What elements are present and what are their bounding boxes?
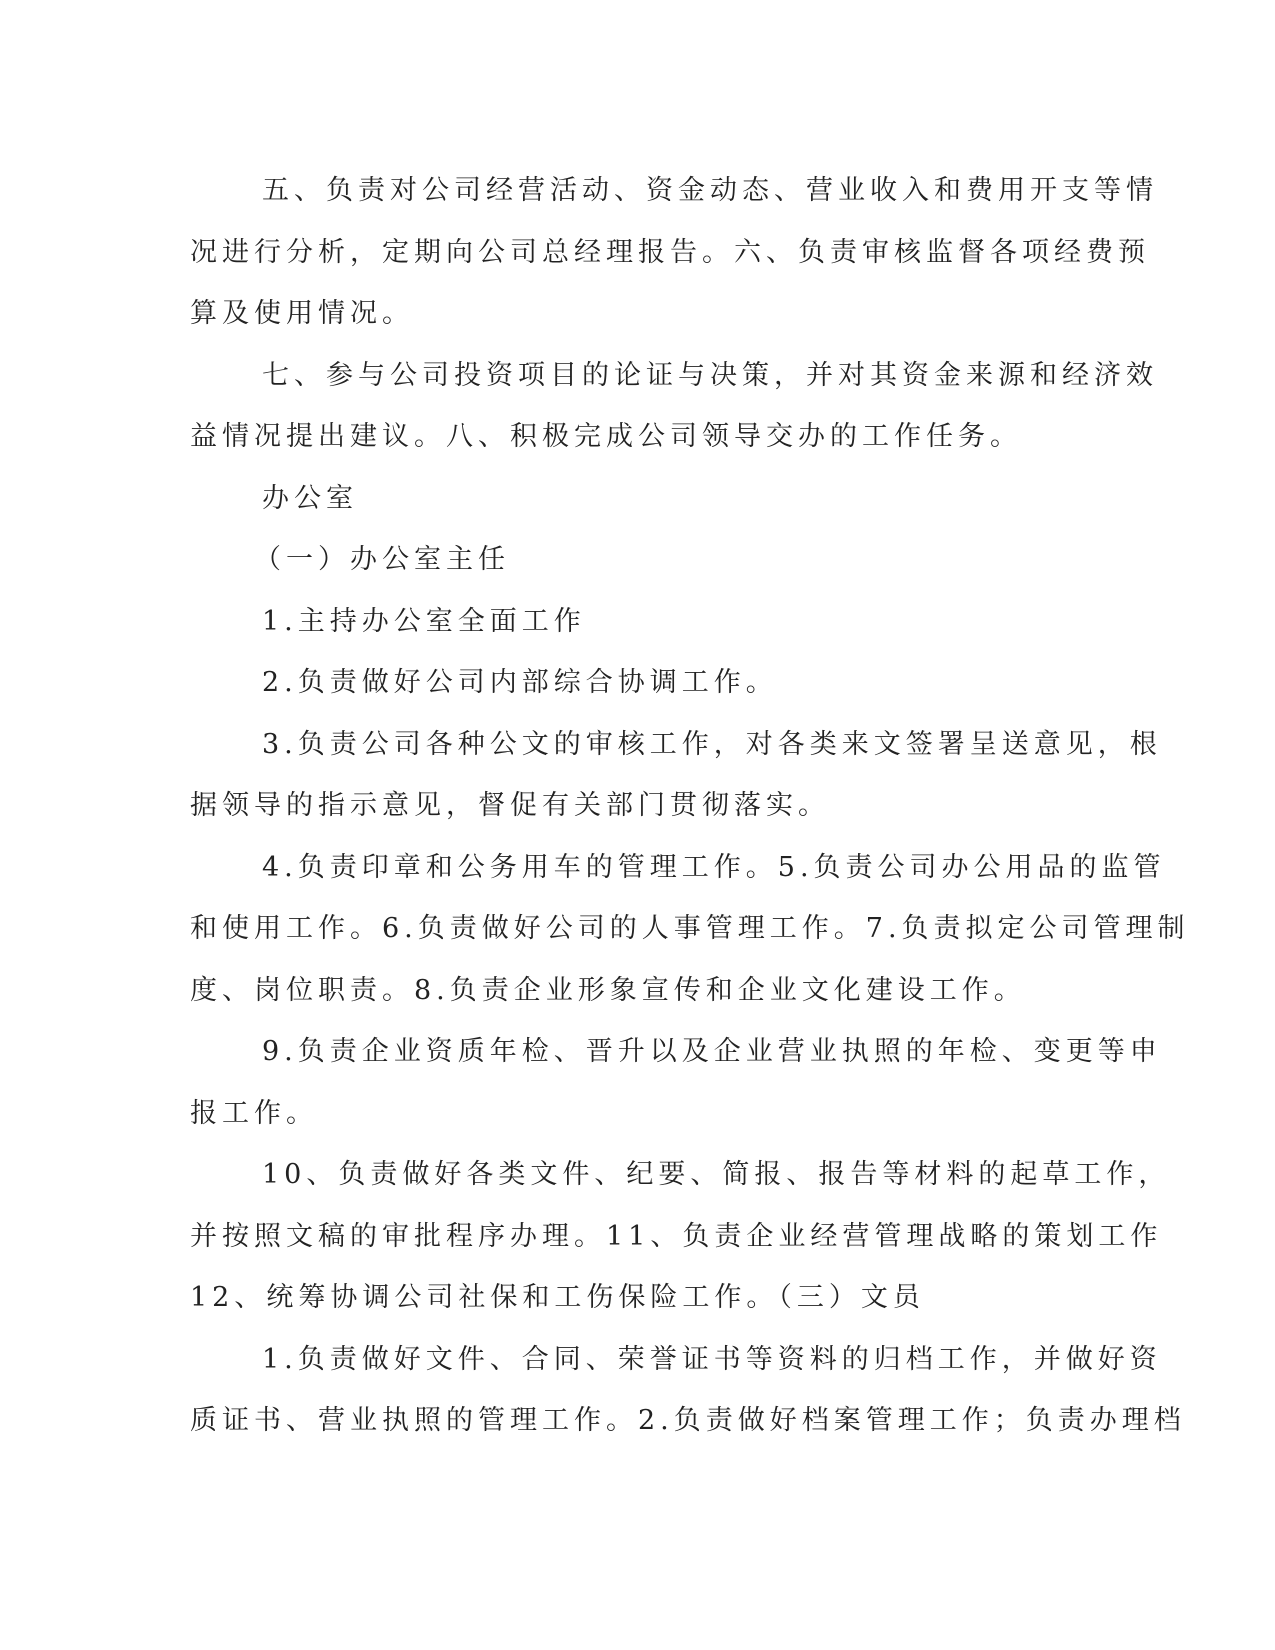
text-line: 4.负责印章和公务用车的管理工作。5.负责公司办公用品的监管 bbox=[262, 851, 1166, 883]
text-line: 质证书、营业执照的管理工作。2.负责做好档案管理工作；负责办理档 bbox=[190, 1405, 1186, 1436]
text-line: 3.负责公司各种公文的审核工作，对各类来文签署呈送意见，根 bbox=[262, 728, 1162, 760]
paragraph-finance-duties-7-8 bbox=[190, 345, 1158, 468]
subsection-title: （一）办公室主任 bbox=[254, 544, 510, 575]
text-line: 1.负责做好文件、合同、荣誉证书等资料的归档工作，并做好资 bbox=[262, 1343, 1162, 1375]
list-item bbox=[190, 1329, 1186, 1452]
list-item bbox=[190, 837, 1190, 1022]
text-line: 10、负责做好各类文件、纪要、简报、报告等材料的起草工作， bbox=[262, 1159, 1171, 1190]
text-line: 和使用工作。6.负责做好公司的人事管理工作。7.负责拟定公司管理制 bbox=[190, 913, 1190, 944]
text-line: 1.主持办公室全面工作 bbox=[262, 605, 586, 637]
text-line: 况进行分析，定期向公司总经理报告。六、负责审核监督各项经费预 bbox=[190, 236, 1150, 268]
list-item bbox=[190, 1144, 1171, 1329]
text-line: 算及使用情况。 bbox=[190, 298, 414, 329]
text-line: 2.负责做好公司内部综合协调工作。 bbox=[262, 667, 778, 698]
list-item bbox=[190, 714, 1162, 837]
list-item bbox=[190, 1021, 1162, 1144]
section-title: 办公室 bbox=[262, 482, 358, 514]
text-line: 并按照文稿的审批程序办理。11、负责企业经营管理战略的策划工作 bbox=[190, 1220, 1163, 1252]
text-line: 报工作。 bbox=[190, 1097, 318, 1129]
subsection-heading-office-director bbox=[190, 529, 1090, 591]
text-line: 五、负责对公司经营活动、资金动态、营业收入和费用开支等情 bbox=[262, 175, 1158, 206]
paragraph-finance-duties-5-6 bbox=[190, 160, 1158, 345]
document-page bbox=[190, 160, 1190, 1452]
list-item bbox=[190, 591, 1090, 653]
text-line: 据领导的指示意见，督促有关部门贯彻落实。 bbox=[190, 790, 830, 821]
text-line: 12、统筹协调公司社保和工伤保险工作。（三）文员 bbox=[190, 1282, 925, 1313]
list-item bbox=[190, 652, 1090, 714]
text-line: 度、岗位职责。8.负责企业形象宣传和企业文化建设工作。 bbox=[190, 974, 1026, 1006]
text-line: 益情况提出建议。八、积极完成公司领导交办的工作任务。 bbox=[190, 421, 1022, 452]
text-line: 9.负责企业资质年检、晋升以及企业营业执照的年检、变更等申 bbox=[262, 1036, 1162, 1067]
section-heading-office bbox=[190, 468, 1090, 530]
text-line: 七、参与公司投资项目的论证与决策，并对其资金来源和经济效 bbox=[262, 359, 1158, 391]
